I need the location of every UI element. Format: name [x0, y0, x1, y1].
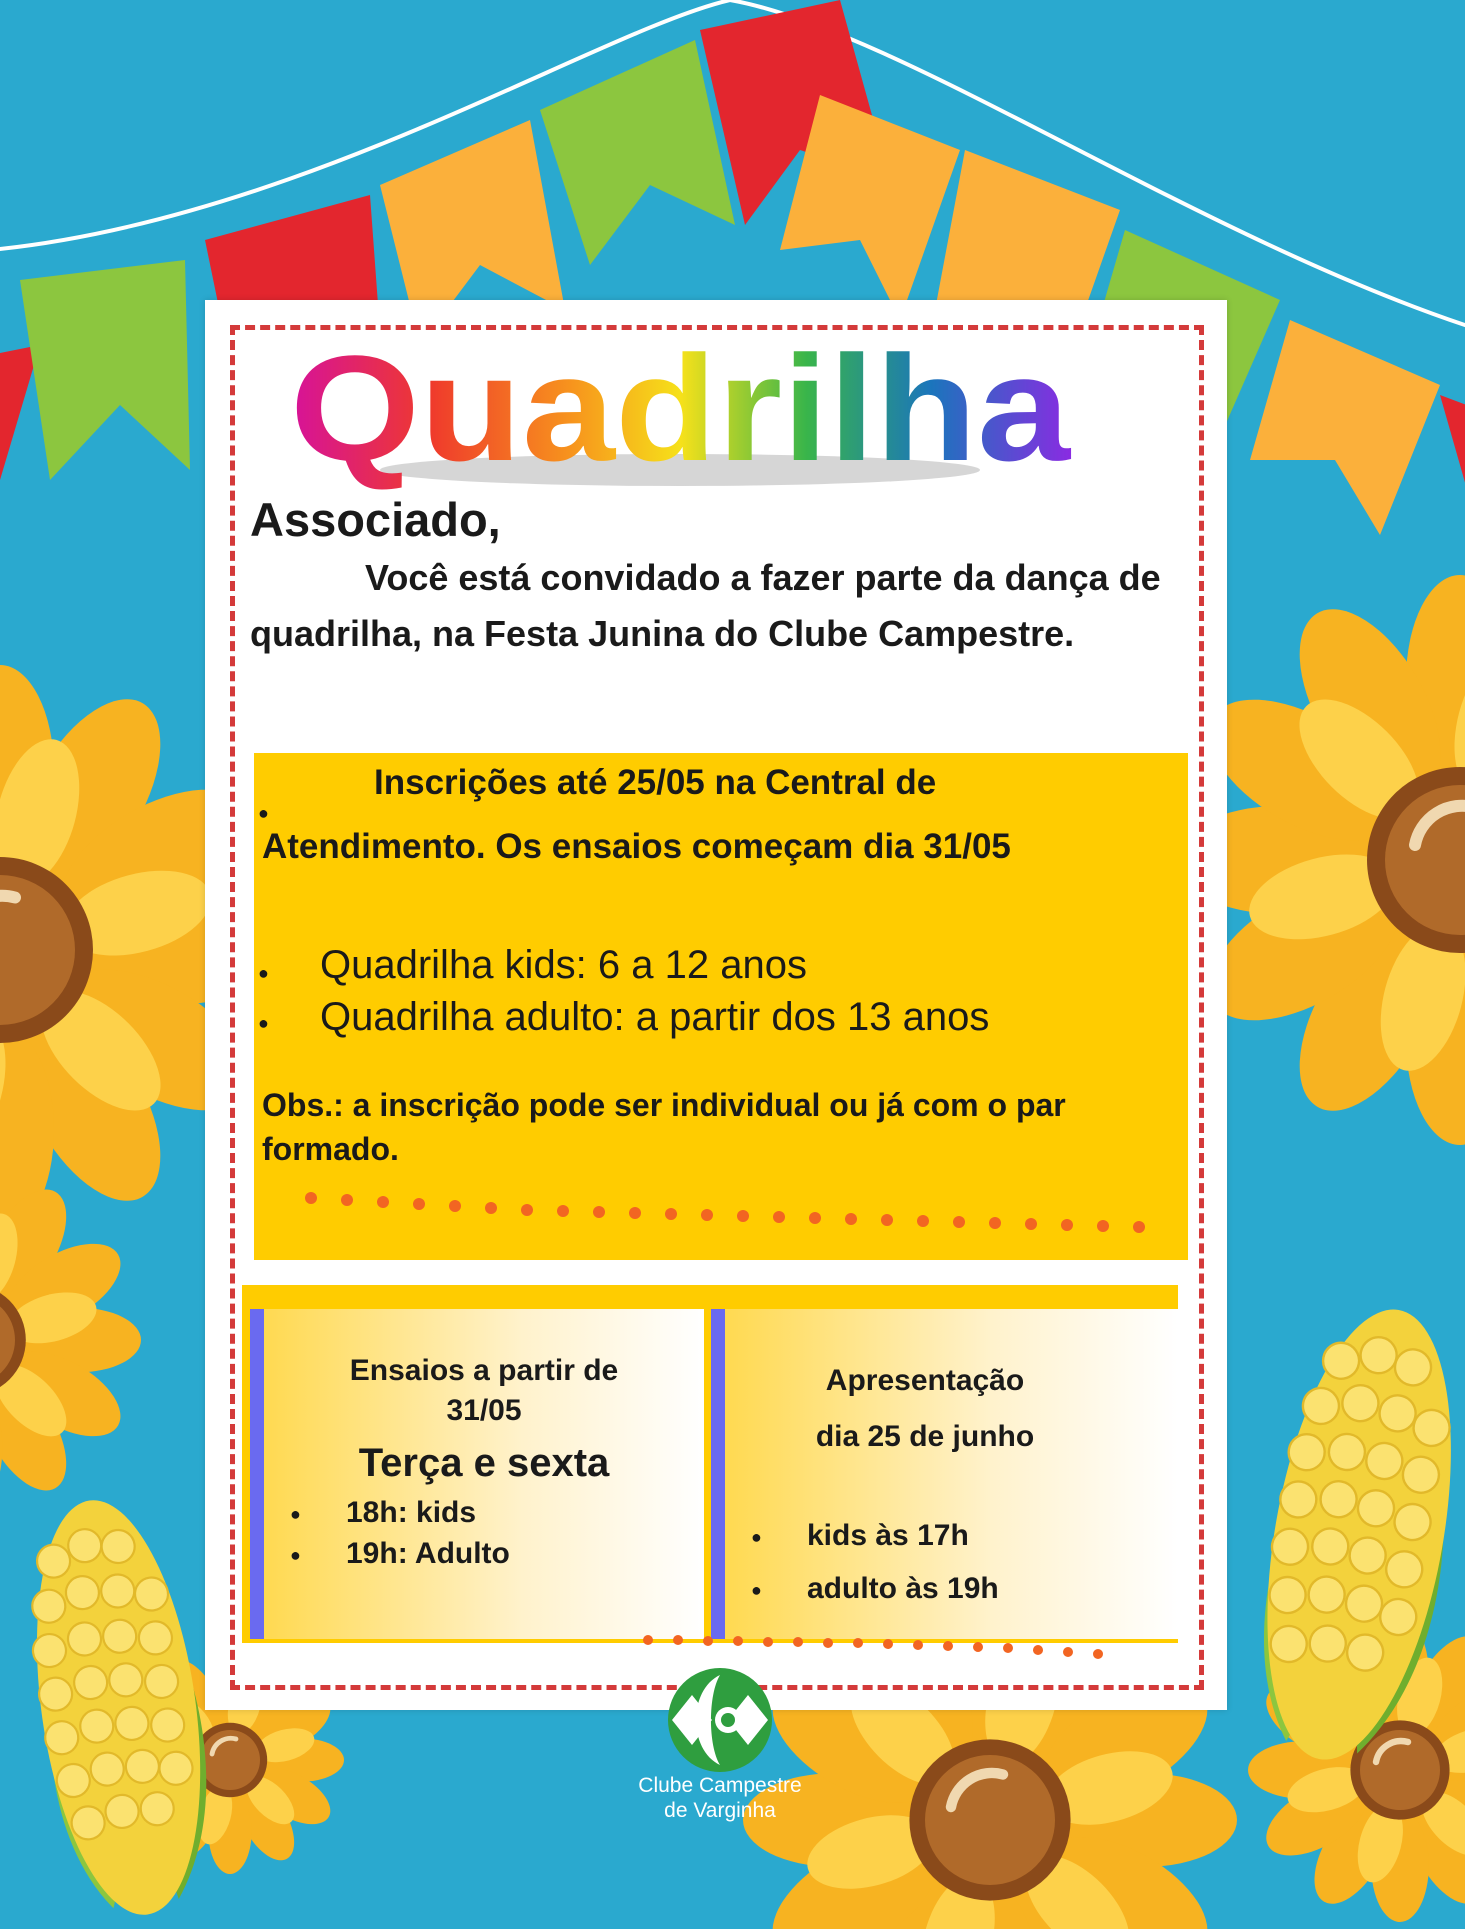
- list-item: ● 18h: kids: [290, 1496, 477, 1529]
- club-logo-icon: [648, 1665, 792, 1775]
- bullet-icon: ●: [258, 803, 269, 823]
- registration-note: Obs.: a inscrição pode ser individual ou já com o par formado.: [262, 1087, 1066, 1167]
- dotted-divider: [254, 753, 1188, 1260]
- category-kids: Quadrilha kids: 6 a 12 anos: [320, 943, 807, 987]
- bullet-icon: ●: [258, 1013, 269, 1033]
- panel-accent: [711, 1309, 725, 1639]
- registration-box: [254, 753, 1188, 1260]
- presentation-heading-2: dia 25 de junho: [815, 1420, 1035, 1453]
- list-item: ● kids às 17h: [751, 1519, 969, 1552]
- rehearsals-panel: [250, 1309, 704, 1639]
- rehearsals-heading-2: 31/05: [446, 1394, 522, 1427]
- bullet-icon: ●: [751, 1526, 762, 1547]
- bullet-icon: ●: [258, 963, 269, 983]
- greeting: Associado,: [250, 493, 501, 546]
- panel-accent: [250, 1309, 264, 1639]
- registration-line-2: Atendimento. Os ensaios começam dia 31/05: [262, 827, 1011, 866]
- list-item: ● adulto às 19h: [751, 1572, 999, 1605]
- club-name: [600, 1773, 840, 1823]
- presentation-panel: [711, 1309, 1178, 1639]
- corn-left-icon: [13, 1489, 226, 1925]
- registration-line-1: Inscrições até 25/05 na Central de: [374, 763, 937, 802]
- list-item: ● 19h: Adulto: [290, 1537, 510, 1570]
- schedule-section: [242, 1285, 1178, 1643]
- bullet-icon: ●: [290, 1503, 301, 1524]
- dotted-divider-bottom: [640, 1630, 1140, 1670]
- bullet-icon: ●: [751, 1579, 762, 1600]
- bullet-icon: ●: [290, 1544, 301, 1565]
- rehearsals-heading-1: Ensaios a partir de: [349, 1354, 619, 1387]
- title-text: Quadrilha: [290, 324, 1072, 492]
- category-adult: Quadrilha adulto: a partir dos 13 anos: [320, 995, 990, 1039]
- invitation-text: Você está convidado a fazer parte da dança de quadrilha, na Festa Junina do Clube Campestre.: [250, 557, 1161, 654]
- sunflower-left-lower-icon: [0, 1169, 141, 1511]
- club-name-line-1: Clube Campestre: [638, 1774, 802, 1797]
- page-title: [250, 310, 1110, 500]
- rehearsals-days: Terça e sexta: [358, 1441, 610, 1485]
- club-name-line-2: de Varginha: [664, 1799, 776, 1822]
- presentation-heading-1: Apresentação: [825, 1364, 1025, 1397]
